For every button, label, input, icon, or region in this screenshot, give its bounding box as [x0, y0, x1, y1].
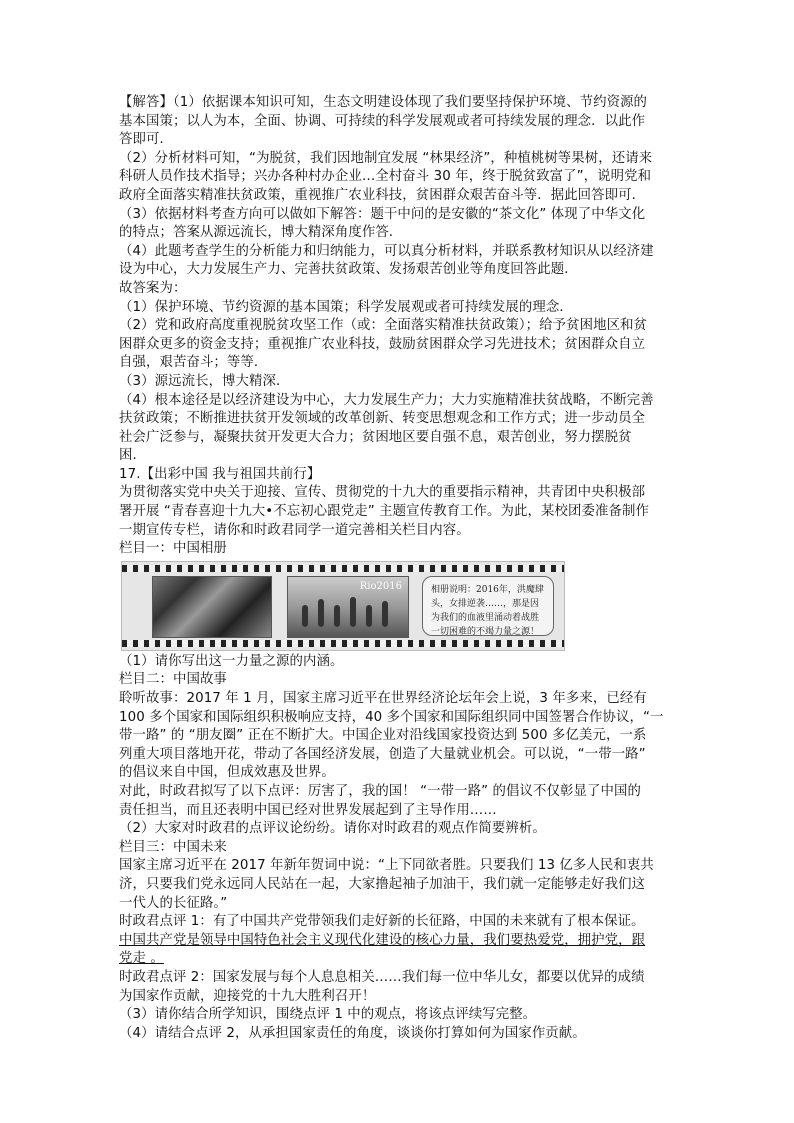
underlined-answer-line: 党走 。 [119, 951, 164, 967]
text-line: 自强，艰苦奋斗；等等． [119, 355, 268, 371]
column-two-heading: 栏目二：中国故事 [119, 672, 227, 688]
text-line: 时政君点评 1：有了中国共产党带领我们走好新的长征路，中国的未来就有了根本保证。 [119, 914, 645, 930]
text-line: 设为中心，大力发展生产力、完善扶贫政策、发扬艰苦创业等角度回答此题． [119, 262, 578, 278]
underlined-answer-line: 中国共产党是领导中国特色社会主义现代化建设的核心力量，我们要热爱党，拥护党，跟 [119, 932, 646, 948]
text-line: 【解答】（1）依据课本知识可知，生态文明建设体现了我们要坚持保护环境、节约资源的 [119, 95, 648, 110]
question-17-title: 17.【出彩中国 我与祖国共前行】 [119, 466, 321, 482]
text-line: 署开展 “青春喜迎十九大•不忘初心跟党走” 主题宣传教育工作。为此，某校团委准备制作 [119, 504, 649, 520]
text-line: 的特点；答案从源远流长，博大精深角度作答． [119, 225, 403, 241]
text-line: （2）党和政府高度重视脱贫攻坚工作（或：全面落实精准扶贫政策）；给予贫困地区和贫 [119, 318, 648, 334]
text-line: 为贯彻落实党中央关于迎接、宣传、贯彻党的十九大的重要指示精神，共青团中央积极部 [119, 485, 646, 501]
text-line: （4）根本途径是以经济建设为中心，大力发展生产力；大力实施精准扶贫战略，不断完善 [119, 392, 654, 408]
text-line: （1）请你写出这一力量之源的内涵。 [119, 653, 344, 669]
text-line: 100 多个国家和国际组织积极响应支持，40 多个国家和国际组织同中国签署合作协议，“一 [119, 709, 664, 725]
text-line: （3）请你结合所学知识，围绕点评 1 中的观点，将该点评续写完整。 [119, 1007, 537, 1023]
text-line: 扶贫政策；不断推进扶贫开发领域的改革创新、转变思想观念和工作方式；进一步动员全 [119, 411, 646, 427]
text-line: 时政君点评 2：国家发展与每个人息息相关……我们每一位中华儿女，都要以优异的成绩 [119, 969, 645, 985]
text-line: 社会广泛参与，凝聚扶贫开发更大合力；贫困地区要自强不息，艰苦创业，努力摆脱贫 [119, 429, 632, 445]
text-line: 科研人员作技术指导；兴办各种村办企业…全村奋斗 30 年，终于脱贫致富了”，说明党和 [119, 169, 652, 185]
text-line: （3）依据材料考查方向可以做如下解答：题干中问的是安徽的“茶文化” 体现了中华文化 [119, 206, 646, 222]
text-line: 对此，时政君拟写了以下点评：厉害了，我的国！ “一带一路” 的倡议不仅彰显了中国的 [119, 784, 641, 799]
text-line: （1）保护环境、节约资源的基本国策；科学发展观或者可持续发展的理念． [119, 299, 573, 315]
text-line: 困． [119, 448, 146, 464]
text-line: 的倡议来自中国，但成效惠及世界。 [119, 765, 335, 781]
text-line: （4）此题考查学生的分析能力和归纳能力，可以真分析材料，并联系教材知识从以经济建 [119, 243, 654, 259]
text-line: （4）请结合点评 2，从承担国家责任的角度，谈谈你打算如何为国家作贡献。 [119, 1025, 586, 1041]
text-line: 故答案为： [119, 280, 187, 296]
text-line: 列重大项目落地开花，带动了各国经济发展，创造了大量就业机会。可以说，“一带一路” [119, 746, 646, 762]
text-line: （2）分析材料可知，“为脱贫，我们因地制宜发展 “林果经济”，种植桃树等果树，还请来 [119, 150, 653, 166]
volleyball-team-photo [287, 576, 409, 638]
text-line: 一期宣传专栏，请你和时政君同学一道完善相关栏目内容。 [119, 522, 470, 538]
text-line: 带一路” 的 “朋友圈” 正在不断扩大。中国企业对沿线国家投资达到 500 多亿美元，一系 [119, 728, 647, 744]
text-line: 一代人的长征路。” [119, 895, 228, 911]
column-one-heading: 栏目一：中国相册 [119, 541, 227, 557]
text-line: 困群众更多的资金支持；重视推广农业科技，鼓励贫困群众学习先进技术；贫困群众自立 [119, 336, 646, 352]
column-three-heading: 栏目三：中国未来 [119, 839, 227, 855]
text-line: 责任担当，而且还表明中国已经对世界发展起到了主导作用…… [119, 802, 497, 818]
text-line: 国家主席习近平在 2017 年新年贺词中说：“上下同欲者胜。只要我们 13 亿多人民和衷共 [119, 858, 654, 874]
question-section [119, 653, 679, 1043]
text-line: （3）源远流长，博大精深． [119, 373, 290, 389]
text-line: 政府全面落实精准扶贫政策，重视推广农业科技，贫困群众艰苦奋斗等．据此回答即可． [119, 187, 646, 203]
album-caption: 相册说明：2016年，洪魔肆 头，女排逆袭……，那是因 为我们的血液里涌动着战胜 一切困难的不竭力量之源！ [422, 576, 554, 636]
film-strip-top [122, 565, 564, 572]
photo-album-figure [121, 561, 565, 651]
text-line: 济，只要我们党永远同人民站在一起，大家撸起袖子加油干，我们就一定能够走好我们这 [119, 876, 646, 892]
text-line: （2）大家对时政君的点评议论纷纷。请你对时政君的观点作简要辨析。 [119, 821, 546, 837]
text-line: 为国家作贡献，迎接党的十九大胜利召开！ [119, 988, 376, 1004]
document-page [119, 94, 679, 1043]
rio-logo: Rio2016 [359, 580, 402, 592]
flood-rescue-photo [152, 576, 272, 638]
text-line: 答即可． [119, 132, 173, 148]
text-line: 聆听故事：2017 年 1 月，国家主席习近平在世界经济论坛年会上说，3 年多来，已经有 [119, 691, 647, 707]
answer-section [119, 94, 679, 559]
film-strip-bottom [122, 640, 564, 647]
text-line: 基本国策；以人为本，全面、协调、可持续的科学发展观或者可持续发展的理念．以此作 [119, 113, 646, 129]
